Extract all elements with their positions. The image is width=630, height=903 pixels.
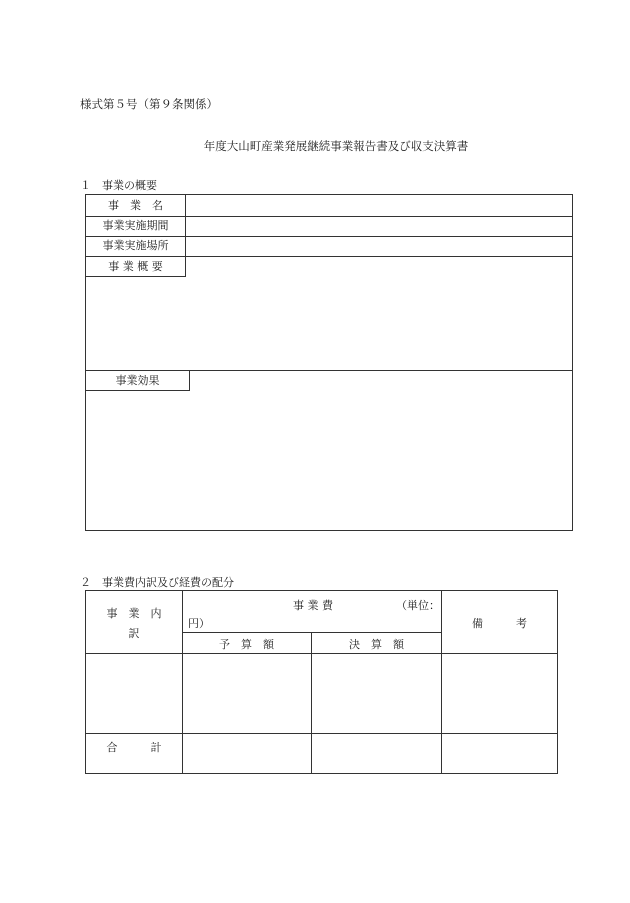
label-total: 合 計 — [106, 741, 162, 754]
remarks-cell[interactable] — [443, 655, 555, 731]
form-number: 様式第５号（第９条関係） — [80, 97, 218, 111]
section-1-heading: １ 事業の概要 — [80, 179, 157, 192]
item-breakdown-cell[interactable] — [88, 655, 180, 731]
project-overview-field[interactable] — [90, 279, 568, 367]
header-project-cost: 事 業 費 — [293, 599, 333, 612]
header-unit-line2: 円） — [188, 617, 210, 630]
budget-total-cell[interactable] — [184, 735, 309, 771]
implementation-period-field[interactable] — [190, 217, 570, 235]
project-name-field[interactable] — [190, 197, 570, 215]
settlement-cell[interactable] — [313, 655, 439, 731]
budget-cell[interactable] — [184, 655, 309, 731]
header-budget: 予 算 額 — [219, 638, 274, 651]
label-project-name: 事 業 名 — [108, 199, 163, 212]
label-implementation-period: 事業実施期間 — [102, 219, 169, 232]
header-settlement: 決 算 額 — [349, 638, 404, 651]
settlement-total-cell[interactable] — [313, 735, 439, 771]
project-cost-table — [85, 590, 558, 774]
header-remarks: 備 考 — [472, 617, 527, 630]
header-item-breakdown-line2: 訳 — [128, 627, 140, 640]
header-unit-line1: （単位： — [396, 599, 440, 612]
label-implementation-location: 事業実施場所 — [102, 239, 169, 252]
section-2-heading: ２ 事業費内訳及び経費の配分 — [80, 576, 234, 589]
remarks-total-cell[interactable] — [443, 735, 555, 771]
header-item-breakdown-line1: 事 業 内 — [106, 607, 162, 620]
project-effect-field[interactable] — [90, 393, 568, 527]
label-project-effect: 事業効果 — [115, 374, 160, 387]
label-project-overview: 事 業 概 要 — [108, 260, 163, 273]
project-overview-table — [85, 194, 573, 531]
document-title: 年度大山町産業発展継続事業報告書及び収支決算書 — [203, 139, 469, 153]
implementation-location-field[interactable] — [190, 237, 570, 255]
